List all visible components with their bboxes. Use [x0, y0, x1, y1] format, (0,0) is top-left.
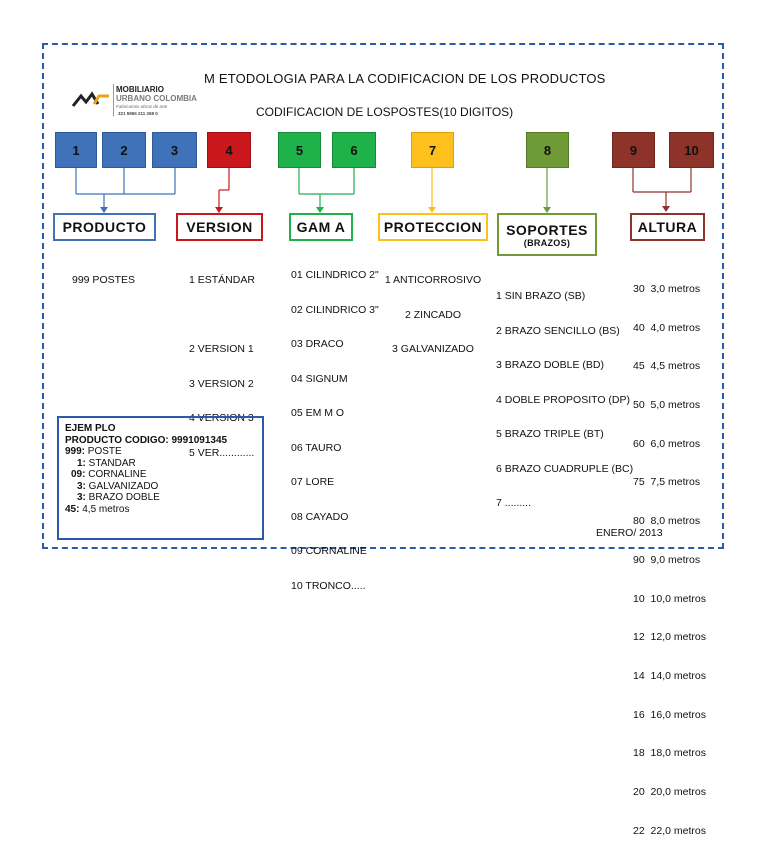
logo-phone: 321 5965 211 268 0 [118, 111, 158, 116]
producto-list [72, 252, 135, 298]
gama-label: GAM A [289, 213, 353, 241]
list-spacer [189, 310, 255, 322]
soportes-list [496, 268, 633, 521]
logo-name-line2: URBANO COLOMBIA [116, 94, 197, 103]
digit-box-1: 1 [55, 132, 97, 168]
digit-box-6: 6 [332, 132, 376, 168]
list-item: 1 SIN BRAZO (SB) [496, 290, 586, 302]
list-item: 40 4,0 metros [633, 321, 701, 334]
list-item: 12 12,0 metros [633, 631, 706, 644]
list-item: 75 7,5 metros [633, 476, 701, 489]
list-item: 10 TRONCO..... [291, 579, 366, 592]
list-item: 10 10,0 metros [633, 592, 706, 605]
list-item: 3 GALVANIZADO [392, 343, 474, 355]
list-item: 45 4,5 metros [633, 360, 701, 373]
producto-label: PRODUCTO [53, 213, 156, 241]
page-title: M ETODOLOGIA PARA LA CODIFICACION DE LOS PRODUCTOS [204, 71, 606, 86]
example-code: 3: [77, 480, 86, 492]
digit-box-7: 7 [411, 132, 454, 168]
example-text: POSTE [85, 446, 122, 457]
example-text: GALVANIZADO [85, 480, 159, 492]
example-text: CORNALINE [85, 469, 147, 480]
list-item: 06 TAURO [291, 441, 342, 454]
list-item: 7 ......... [496, 497, 532, 509]
list-item: 60 6,0 metros [633, 437, 701, 450]
list-item: 5 BRAZO TRIPLE (BT) [496, 428, 604, 440]
date-label: ENERO/ 2013 [596, 527, 663, 539]
digit-box-8: 8 [526, 132, 569, 168]
list-item: 20 20,0 metros [633, 786, 706, 799]
list-item: 16 16,0 metros [633, 708, 706, 721]
list-item: 4 DOBLE PROPOSITO (DP) [496, 393, 631, 406]
list-item: 03 DRACO [291, 338, 344, 350]
example-text: STANDAR [85, 457, 136, 469]
example-code: 1: [77, 457, 86, 469]
example-row [65, 481, 256, 493]
list-item: 14 14,0 metros [633, 670, 706, 682]
list-item: 01 CILINDRICO 2" [291, 269, 379, 281]
list-item: 02 CILINDRICO 3" [291, 303, 379, 316]
proteccion-list [384, 252, 482, 367]
example-text: 4,5 metros [79, 503, 130, 515]
digit-box-9: 9 [612, 132, 655, 168]
list-item: 3 VERSION 2 [189, 377, 254, 390]
list-item: 6 BRAZO CUADRUPLE (BC) [496, 462, 634, 475]
list-item: 05 EM M O [291, 407, 345, 419]
gama-list [291, 247, 379, 604]
example-code: 09: [71, 469, 86, 480]
example-box [57, 416, 264, 540]
logo-name-line1: MOBILIARIO [116, 85, 164, 94]
list-item: 1 ANTICORROSIVO [384, 274, 482, 286]
list-item: 5 VER............ [189, 446, 255, 459]
example-row [65, 492, 256, 504]
list-item: 50 5,0 metros [633, 398, 701, 411]
list-item: 2 ZINCADO [404, 308, 461, 321]
list-item: 30 3,0 metros [633, 282, 701, 295]
list-item: 2 BRAZO SENCILLO (BS) [496, 324, 620, 337]
list-item: 3 BRAZO DOBLE (BD) [496, 359, 604, 371]
list-item: 2 VERSION 1 [189, 343, 254, 355]
list-item: 04 SIGNUM [291, 372, 348, 385]
soportes-label-text: SOPORTES [506, 221, 588, 238]
soportes-sublabel: (BRAZOS) [523, 237, 571, 248]
soportes-label [497, 213, 597, 256]
digit-box-4: 4 [207, 132, 251, 168]
example-row [65, 446, 256, 458]
example-row [65, 504, 256, 516]
altura-list [633, 257, 706, 851]
list-item: 18 18,0 metros [633, 747, 706, 760]
proteccion-label: PROTECCION [378, 213, 488, 241]
list-item: 90 9,0 metros [633, 553, 701, 566]
digit-box-5: 5 [278, 132, 321, 168]
list-item: 999 POSTES [72, 274, 136, 286]
digit-box-10: 10 [669, 132, 714, 168]
page-subtitle: CODIFICACION DE LOSPOSTES(10 DIGITOS) [256, 105, 514, 119]
list-item: 07 LORE [291, 476, 335, 488]
example-row [65, 458, 256, 470]
example-heading: EJEM PLO [65, 423, 116, 434]
digit-box-3: 3 [152, 132, 197, 168]
example-text: BRAZO DOBLE [85, 492, 160, 503]
example-code: 45: [65, 503, 80, 515]
altura-label: ALTURA [630, 213, 705, 241]
list-item: 1 ESTÁNDAR [189, 274, 255, 286]
version-label: VERSION [176, 213, 263, 241]
example-code: 999: [65, 446, 86, 457]
example-row [65, 469, 256, 481]
example-code: 3: [77, 492, 86, 503]
list-item: 22 22,0 metros [633, 824, 706, 837]
list-item: 80 8,0 metros [633, 515, 701, 528]
logo-tagline: Fabricamos obras de arte [116, 104, 168, 109]
list-item: 08 CAYADO [291, 510, 349, 523]
list-item: 09 CORNALINE [291, 545, 367, 557]
list-item: 4 VERSION 3 [189, 412, 254, 424]
digit-box-2: 2 [102, 132, 146, 168]
example-code-line: PRODUCTO CODIGO: 9991091345 [65, 434, 228, 446]
